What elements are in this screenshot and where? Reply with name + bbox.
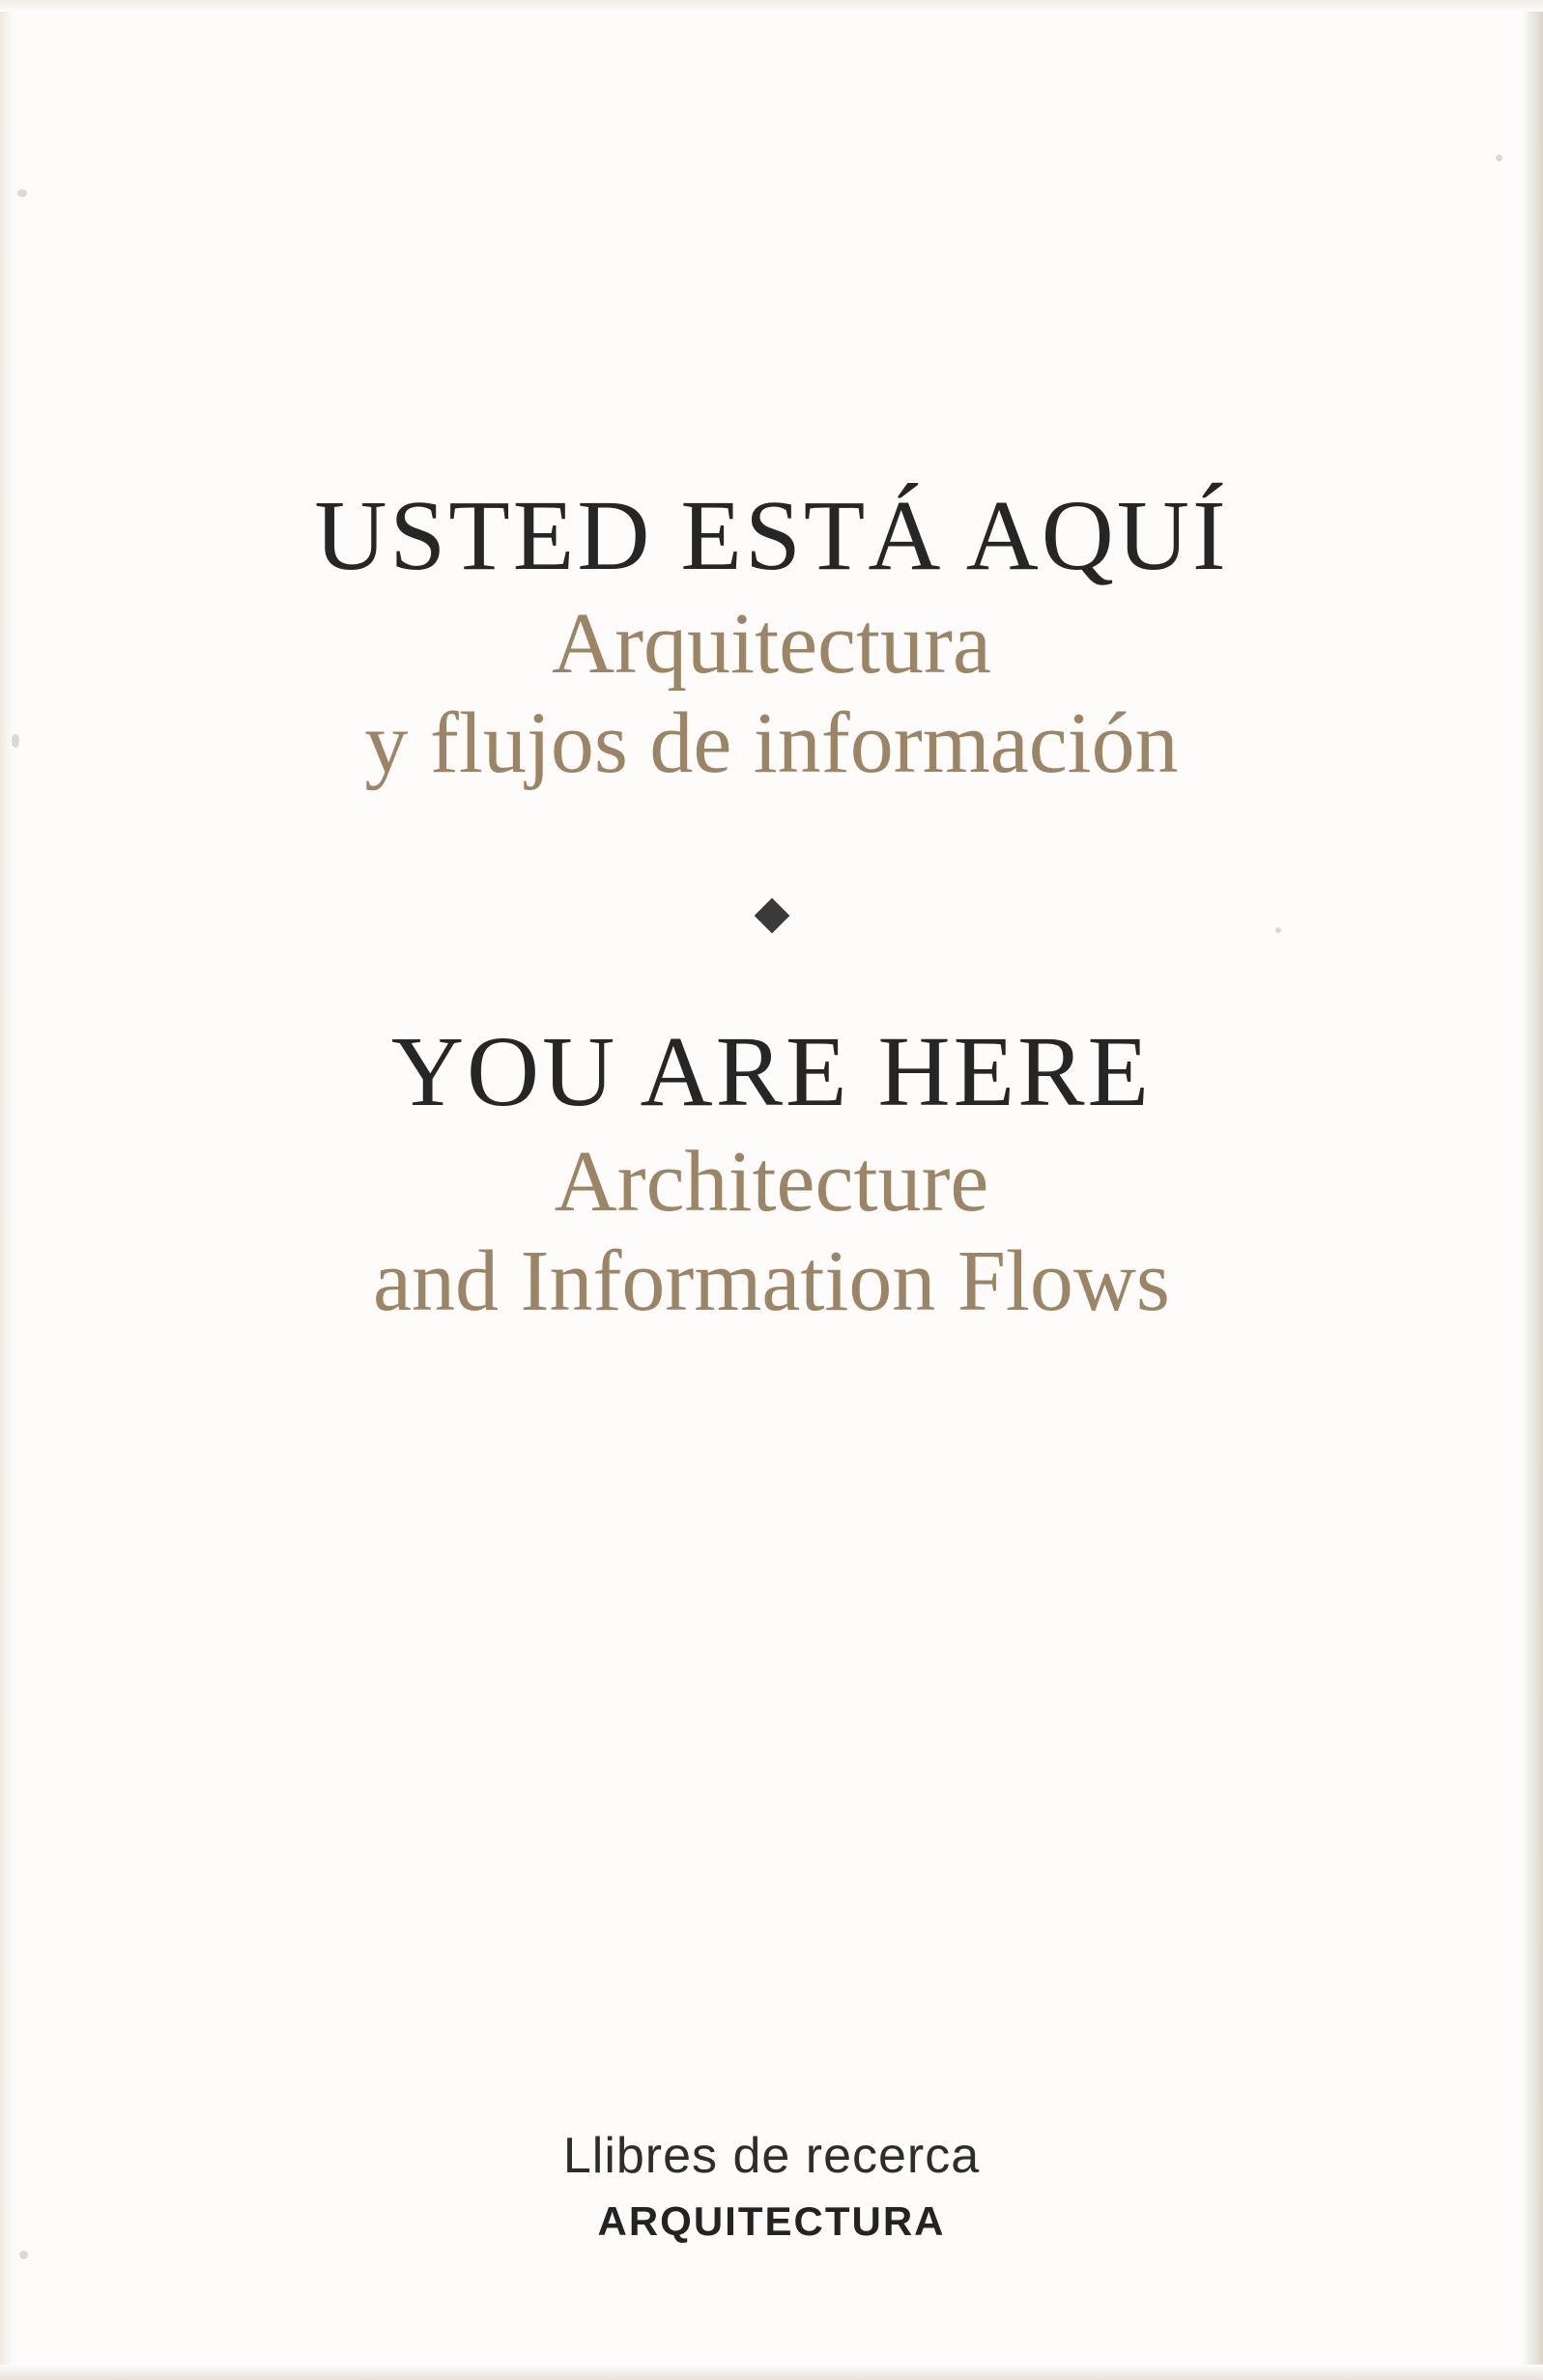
paper-speck xyxy=(19,2251,28,2259)
english-subtitle-line-1: Architecture xyxy=(554,1134,989,1231)
spanish-title-block xyxy=(0,480,1543,793)
publisher-name: Llibres de recerca xyxy=(562,2128,981,2184)
page-edge-bottom xyxy=(0,2365,1543,2380)
paper-speck xyxy=(1496,155,1502,161)
spanish-subtitle-line-2: y flujos de información xyxy=(364,694,1179,791)
spanish-subtitle-line-1: Arquitectura xyxy=(552,596,991,693)
cover-footer xyxy=(0,2127,1543,2245)
english-subtitle-line-2: and Information Flows xyxy=(373,1232,1170,1329)
page-edge-top xyxy=(0,0,1543,12)
english-title: YOU ARE HERE xyxy=(390,1016,1153,1127)
collection-name: ARQUITECTURA xyxy=(597,2198,946,2244)
ornament-separator xyxy=(0,903,1543,928)
paper-speck xyxy=(17,189,27,197)
english-title-block xyxy=(0,1016,1543,1331)
diamond-icon xyxy=(754,898,789,934)
spanish-title: USTED ESTÁ AQUÍ xyxy=(314,480,1229,591)
